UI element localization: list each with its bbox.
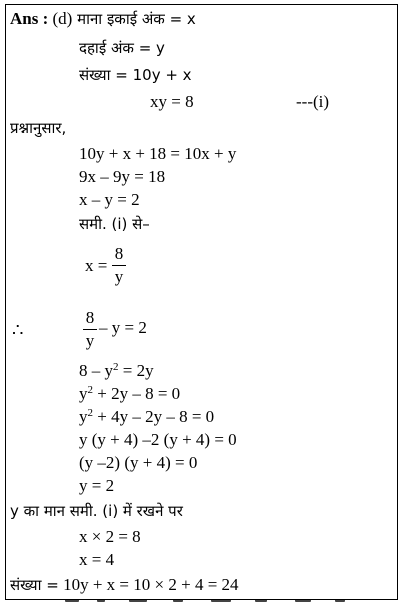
number-label: संख्या = 10y + x: [79, 66, 192, 84]
equation-line-12: [79, 361, 154, 381]
equation-line-6: 10y + x + 18 = 10x + y: [79, 144, 237, 163]
frac2-denominator: y: [85, 331, 95, 350]
from-equation-text: समी. (i) से–: [79, 215, 150, 233]
substitute-text: y का मान समी. (i) में रखने पर: [10, 502, 183, 520]
substitute-line: [10, 501, 183, 521]
frac1-denominator: y: [114, 267, 124, 286]
eq14-part-a: y: [79, 407, 88, 426]
final-number-line: [10, 575, 239, 595]
final-number-expression: 10y + x = 10 × 2 + 4 = 24: [58, 575, 239, 594]
equation-line-16: (y –2) (y + 4) = 0: [79, 453, 198, 472]
according-to-question: प्रश्नानुसार,: [10, 119, 67, 137]
frac2-numerator: 8: [85, 308, 95, 327]
equation-line-7: 9x – 9y = 18: [79, 167, 166, 186]
unit-digit-assumption: माना इकाई अंक = x: [72, 10, 196, 28]
frac1-numerator: 8: [114, 244, 124, 263]
tens-digit-line: दहाई अंक = y: [79, 39, 165, 57]
equation-line-8: x – y = 2: [79, 190, 140, 209]
answer-option: (d): [52, 9, 73, 28]
equation-line-17: y = 2: [79, 476, 115, 495]
equation-line-20: x = 4: [79, 550, 115, 569]
cut-off-next-line: [5, 600, 398, 607]
fraction-8-over-y: [112, 243, 126, 288]
from-equation-i: [79, 214, 150, 234]
eq12-part-a: 8 – y: [79, 361, 113, 380]
eq14-part-b: + 4y – 2y – 8 = 0: [93, 407, 215, 426]
equation-line-19: x × 2 = 8: [79, 527, 141, 546]
frac1-lhs: x =: [85, 256, 108, 275]
therefore-symbol: ∴: [12, 320, 24, 340]
fraction-8-over-y-2: [83, 307, 97, 352]
ans-label: Ans :: [10, 9, 53, 28]
eq12-exponent: 2: [113, 361, 119, 373]
frac2-rhs: – y = 2: [99, 318, 147, 337]
equation-i: xy = 8: [150, 92, 194, 111]
number-line: [79, 65, 192, 85]
equation-line-13: [79, 384, 180, 404]
equation-line-14: [79, 407, 214, 427]
eq14-exponent: 2: [87, 407, 93, 419]
equation-i-ref: ---(i): [296, 92, 330, 111]
eq12-part-b: = 2y: [118, 361, 154, 380]
equation-line-15: y (y + 4) –2 (y + 4) = 0: [79, 430, 237, 449]
eq13-exponent: 2: [87, 384, 93, 396]
eq13-part-a: y: [79, 384, 88, 403]
eq13-part-b: + 2y – 8 = 0: [93, 384, 181, 403]
answer-line: [10, 9, 196, 29]
final-number-label: संख्या =: [10, 576, 59, 594]
